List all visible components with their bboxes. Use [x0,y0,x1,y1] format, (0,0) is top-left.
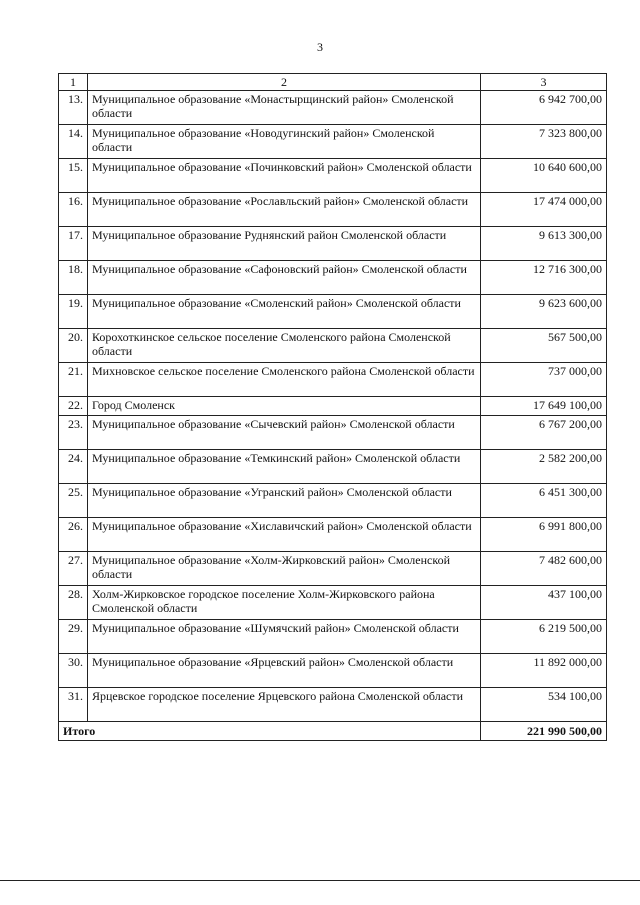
table-row [59,91,607,125]
total-row [59,722,607,741]
row-number: 18. [59,261,88,295]
row-name: Муниципальное образование «Смоленский район» Смоленской области [88,295,481,329]
table-row [59,654,607,688]
row-name: Муниципальное образование «Новодугинский район» Смоленской области [88,125,481,159]
row-name: Муниципальное образование «Монастырщинский район» Смоленской области [88,91,481,125]
row-amount: 567 500,00 [481,329,607,363]
row-number: 20. [59,329,88,363]
row-number: 19. [59,295,88,329]
table-row [59,193,607,227]
table-row [59,688,607,722]
row-name: Муниципальное образование «Шумячский район» Смоленской области [88,620,481,654]
row-amount: 10 640 600,00 [481,159,607,193]
row-name: Муниципальное образование «Угранский район» Смоленской области [88,484,481,518]
total-label: Итого [59,722,481,741]
header-col-1: 1 [59,74,88,91]
row-name: Михновское сельское поселение Смоленского района Смоленской области [88,363,481,397]
row-number: 30. [59,654,88,688]
row-name: Муниципальное образование «Починковский район» Смоленской области [88,159,481,193]
row-amount: 6 991 800,00 [481,518,607,552]
footer-rule [0,880,640,881]
table-row [59,620,607,654]
table-row [59,125,607,159]
table-row [59,552,607,586]
row-amount: 7 482 600,00 [481,552,607,586]
row-amount: 11 892 000,00 [481,654,607,688]
row-number: 25. [59,484,88,518]
row-amount: 6 219 500,00 [481,620,607,654]
row-amount: 737 000,00 [481,363,607,397]
row-name: Муниципальное образование «Ярцевский район» Смоленской области [88,654,481,688]
budget-table [58,73,607,741]
row-amount: 12 716 300,00 [481,261,607,295]
row-number: 17. [59,227,88,261]
row-amount: 6 942 700,00 [481,91,607,125]
row-amount: 6 451 300,00 [481,484,607,518]
row-number: 22. [59,397,88,416]
row-name: Корохоткинское сельское поселение Смоленского района Смоленской области [88,329,481,363]
row-number: 31. [59,688,88,722]
table-row [59,159,607,193]
table-header-row [59,74,607,91]
table-row [59,586,607,620]
row-number: 26. [59,518,88,552]
row-number: 24. [59,450,88,484]
table-row [59,518,607,552]
row-name: Город Смоленск [88,397,481,416]
row-amount: 7 323 800,00 [481,125,607,159]
row-number: 29. [59,620,88,654]
table-row [59,397,607,416]
row-amount: 17 649 100,00 [481,397,607,416]
row-name: Ярцевское городское поселение Ярцевского района Смоленской области [88,688,481,722]
row-amount: 9 613 300,00 [481,227,607,261]
row-name: Муниципальное образование «Холм-Жирковский район» Смоленской области [88,552,481,586]
table-row [59,227,607,261]
row-number: 21. [59,363,88,397]
row-number: 27. [59,552,88,586]
row-number: 23. [59,416,88,450]
row-amount: 9 623 600,00 [481,295,607,329]
table-row [59,450,607,484]
row-name: Муниципальное образование «Темкинский район» Смоленской области [88,450,481,484]
table-row [59,363,607,397]
header-col-3: 3 [481,74,607,91]
row-number: 28. [59,586,88,620]
row-amount: 534 100,00 [481,688,607,722]
row-number: 14. [59,125,88,159]
row-amount: 6 767 200,00 [481,416,607,450]
row-amount: 17 474 000,00 [481,193,607,227]
table-row [59,329,607,363]
page-number: 3 [317,40,323,54]
row-amount: 437 100,00 [481,586,607,620]
row-name: Холм-Жирковское городское поселение Холм-Жирковского района Смоленской области [88,586,481,620]
table-row [59,484,607,518]
table-row [59,295,607,329]
row-name: Муниципальное образование «Сычевский район» Смоленской области [88,416,481,450]
total-amount: 221 990 500,00 [481,722,607,741]
row-name: Муниципальное образование «Сафоновский район» Смоленской области [88,261,481,295]
table-row [59,416,607,450]
row-name: Муниципальное образование Руднянский район Смоленской области [88,227,481,261]
row-number: 13. [59,91,88,125]
row-name: Муниципальное образование «Рославльский район» Смоленской области [88,193,481,227]
row-number: 15. [59,159,88,193]
header-col-2: 2 [88,74,481,91]
table-row [59,261,607,295]
row-name: Муниципальное образование «Хиславичский район» Смоленской области [88,518,481,552]
row-amount: 2 582 200,00 [481,450,607,484]
row-number: 16. [59,193,88,227]
